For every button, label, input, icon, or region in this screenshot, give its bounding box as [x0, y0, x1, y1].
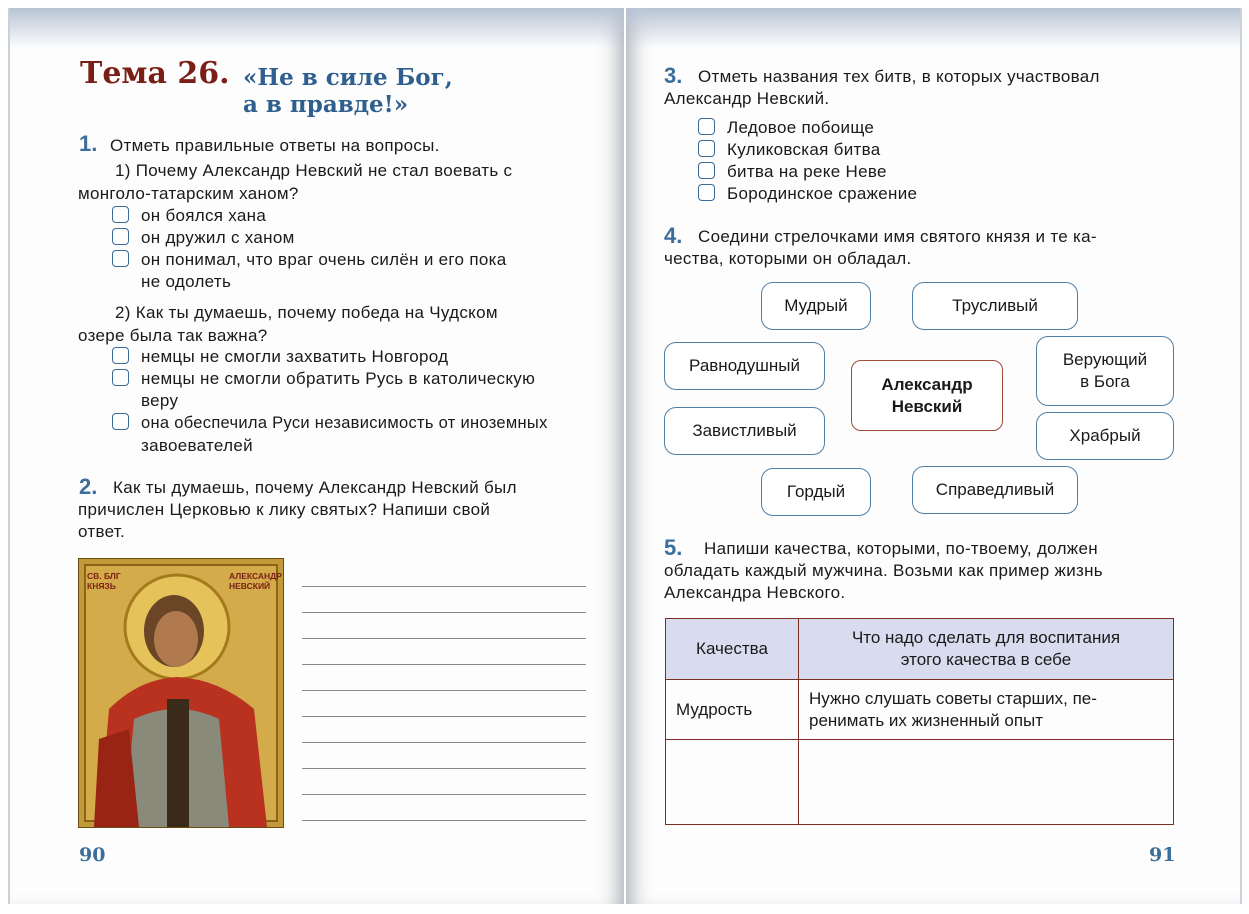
table-cell-quality: Мудрость: [666, 680, 799, 740]
quality-proud[interactable]: [761, 468, 871, 516]
icon-inscription-right: АЛЕКСАНДР НЕВСКИЙ: [229, 571, 282, 591]
task1-question1-line2: монголо-татарским ханом?: [78, 184, 299, 203]
task3-option2-checkbox[interactable]: [698, 140, 715, 157]
writing-line: [302, 820, 586, 821]
topic-number: Тема 26.: [80, 56, 230, 91]
writing-line: [302, 664, 586, 665]
quality-believer[interactable]: [1036, 336, 1174, 406]
writing-line: [302, 638, 586, 639]
task1-q2-option1-checkbox[interactable]: [112, 347, 129, 364]
task5-line2: обладать каждый мужчина. Возьми как пример жизнь: [664, 561, 1103, 580]
task4-number: 4.: [664, 223, 683, 248]
writing-line: [302, 690, 586, 691]
task1-q2-option3-label: она обеспечила Руси независимость от иноземных: [141, 414, 548, 432]
table-cell-quality-empty[interactable]: [666, 740, 799, 825]
task1-q2-option3-label-cont: завоевателей: [141, 436, 253, 455]
quality-indifferent-label: Равнодушный: [689, 356, 800, 375]
task4-line2: чества, которыми он обладал.: [664, 249, 912, 268]
quality-coward[interactable]: [912, 282, 1078, 330]
writing-line: [302, 742, 586, 743]
table-row-empty[interactable]: [666, 740, 1174, 825]
task1-q1-option3-label-cont: не одолеть: [141, 272, 232, 291]
writing-line: [302, 768, 586, 769]
quality-wise[interactable]: [761, 282, 871, 330]
qualities-table: [665, 618, 1174, 825]
quality-brave[interactable]: [1036, 412, 1174, 460]
task2-line3: ответ.: [78, 522, 126, 541]
task1-q2-option2-label: немцы не смогли обратить Русь в католическую: [141, 369, 536, 388]
quality-believer-label-line1: Верующий: [1062, 350, 1148, 369]
writing-line: [302, 612, 586, 613]
task3-option1-checkbox[interactable]: [698, 118, 715, 135]
task1-q1-option1-label: он боялся хана: [141, 206, 267, 225]
quality-just-label: Справедливый: [935, 480, 1055, 499]
task1-question2-line1: 2) Как ты думаешь, почему победа на Чудском: [115, 303, 498, 322]
icon-illustration: [79, 559, 283, 827]
task3-option4-checkbox[interactable]: [698, 184, 715, 201]
quality-proud-label: Гордый: [786, 482, 846, 501]
task2-line2: причислен Церковью к лику святых? Напиши свой: [78, 500, 491, 519]
task2-number: 2.: [79, 474, 98, 499]
task1-question1-line1: 1) Почему Александр Невский не стал воевать с: [115, 161, 513, 180]
task1-q1-option2-label: он дружил с ханом: [141, 228, 295, 247]
table-header-actions-line2: этого качества в себе: [900, 650, 1072, 669]
topic-title-line2: а в правде!»: [243, 91, 409, 118]
topic-title-line1: «Не в силе Бог,: [243, 64, 453, 91]
writing-line: [302, 586, 586, 587]
quality-believer-label-line2: в Бога: [1080, 372, 1130, 391]
task2-line1: Как ты думаешь, почему Александр Невский был: [113, 478, 517, 497]
task1-q1-option2-checkbox[interactable]: [112, 228, 129, 245]
quality-indifferent[interactable]: [664, 342, 825, 390]
table-header-actions: [799, 619, 1174, 680]
task1-number: 1.: [79, 131, 98, 156]
table-header-row: [666, 619, 1174, 680]
task3-option1-label: Ледовое побоище: [727, 118, 875, 137]
task3-line1: Отметь названия тех битв, в которых участвовал: [698, 67, 1100, 86]
task5-line1: Напиши качества, которыми, по-твоему, должен: [704, 539, 1098, 558]
task3-number: 3.: [664, 63, 683, 88]
task1-q2-option2-checkbox[interactable]: [112, 369, 129, 386]
quality-just[interactable]: [912, 466, 1078, 514]
saint-alexander-icon-image: [78, 558, 284, 828]
table-cell-action: [799, 680, 1174, 740]
writing-line: [302, 794, 586, 795]
task5-number: 5.: [664, 535, 683, 560]
table-header-actions-line1: Что надо сделать для воспитания: [851, 628, 1121, 647]
task1-q2-option3-checkbox[interactable]: [112, 413, 129, 430]
page-number-left: 90: [79, 844, 106, 866]
writing-line: [302, 716, 586, 717]
icon-inscription-left: СВ. БЛГ КНЯЗЬ: [87, 571, 121, 591]
center-name-line1: Александр: [881, 374, 973, 394]
table-row: [666, 680, 1174, 740]
task1-q1-option3-label: он понимал, что враг очень силён и его пока: [141, 250, 507, 269]
quality-wise-label: Мудрый: [784, 296, 848, 315]
task3-option3-checkbox[interactable]: [698, 162, 715, 179]
task1-instruction: Отметь правильные ответы на вопросы.: [110, 136, 440, 155]
task1-q2-option2-label-cont: веру: [141, 391, 179, 410]
task3-line2: Александр Невский.: [664, 89, 830, 108]
quality-brave-label: Храбрый: [1069, 426, 1141, 445]
task3-option4-label: Бородинское сражение: [727, 184, 918, 203]
quality-coward-label: Трусливый: [952, 296, 1038, 315]
task4-line1: Соедини стрелочками имя святого князя и те ка-: [698, 227, 1097, 246]
table-cell-action-line1: Нужно слушать советы старших, пе-: [809, 688, 1097, 708]
task1-q1-option1-checkbox[interactable]: [112, 206, 129, 223]
task1-question2-line2: озере была так важна?: [78, 326, 268, 345]
task3-option2-label: Куликовская битва: [727, 140, 881, 159]
quality-envious-label: Завистливый: [692, 421, 797, 440]
task1-q1-option3-checkbox[interactable]: [112, 250, 129, 267]
task1-q2-option1-label: немцы не смогли захватить Новгород: [141, 347, 449, 366]
task5-line3: Александра Невского.: [664, 583, 846, 602]
task3-option3-label: битва на реке Неве: [727, 162, 887, 181]
table-cell-action-empty[interactable]: [799, 740, 1174, 825]
table-cell-action-line2: ренимать их жизненный опыт: [809, 710, 1044, 730]
center-name-box[interactable]: [851, 360, 1003, 431]
center-name-line2: Невский: [891, 396, 963, 416]
table-header-qualities: Качества: [666, 619, 799, 680]
page-number-right: 91: [1149, 844, 1176, 866]
quality-envious[interactable]: [664, 407, 825, 455]
